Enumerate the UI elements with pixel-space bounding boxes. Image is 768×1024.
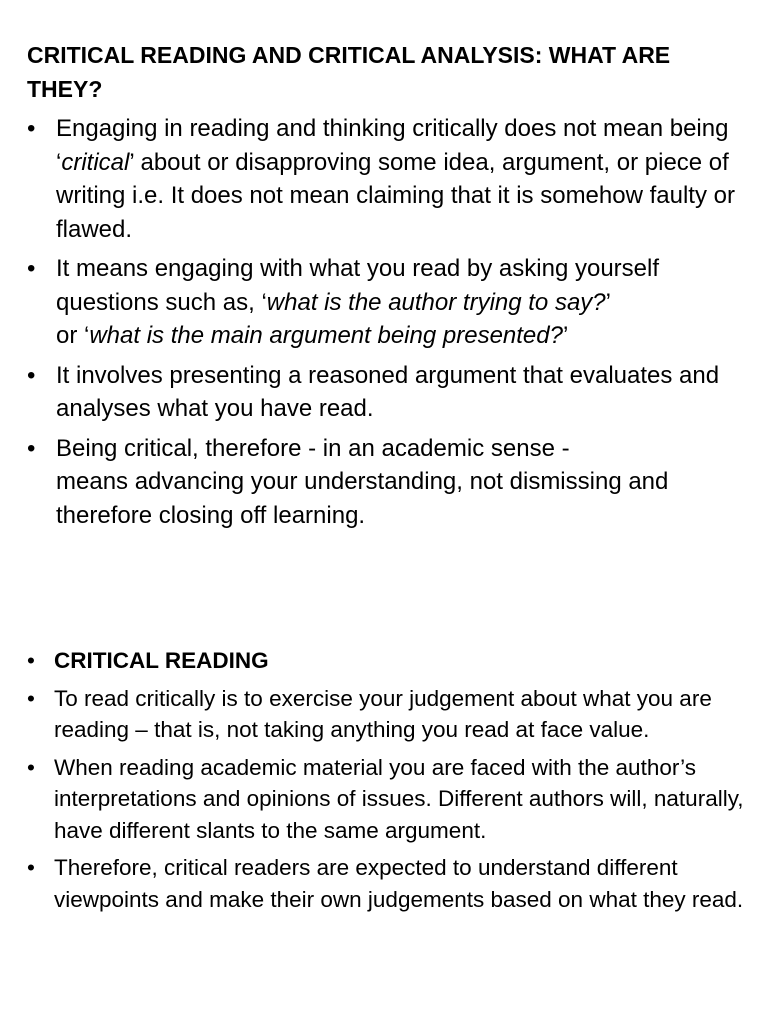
emphasis-text: what is the main argument being presented? [89, 322, 563, 349]
list-item [27, 252, 747, 353]
bullet-list-critical-analysis [27, 112, 747, 538]
list-item [27, 432, 747, 533]
list-item-text: Therefore, critical readers are expected to understand different viewpoints and make their own judgements based on what they read. [54, 855, 744, 912]
bullet-icon: • [27, 855, 35, 880]
subsection-heading: CRITICAL READING [54, 648, 269, 673]
bullet-icon: • [27, 115, 36, 142]
list-item [27, 683, 747, 746]
list-item [27, 645, 747, 677]
bullet-list-critical-reading [27, 645, 747, 921]
bullet-icon: • [27, 255, 36, 282]
bullet-icon: • [27, 648, 35, 673]
section-heading: CRITICAL READING AND CRITICAL ANALYSIS: WHAT ARE THEY? [27, 42, 671, 102]
bullet-icon: • [27, 434, 36, 462]
list-item-text: When reading academic material you are faced with the author’s interpretations and opinions of issues. Different authors will, naturally, have different slants to the same argument. [54, 754, 744, 843]
list-item-text: It means engaging with what you read by asking yourself questions such as, ‘what is the author trying to say?’ or ‘what is the main argument being presented?’ [56, 255, 660, 349]
list-item-text: It involves presenting a reasoned argument that evaluates and analyses what you have read. [56, 361, 720, 422]
list-item [27, 752, 747, 847]
list-item [27, 359, 747, 426]
emphasis-text: critical [61, 148, 130, 176]
list-item [27, 112, 747, 246]
emphasis-text: what is the author trying to say? [266, 288, 606, 316]
list-item-text: To read critically is to exercise your judgement about what you are reading – that is, not taking anything you read at face value. [54, 685, 712, 742]
list-item-text: Engaging in reading and thinking critically does not mean being ‘critical’ about or disapproving some idea, argument, or piece of writing i.e. It does not mean claiming that it is somehow faulty or flawed. [56, 115, 735, 243]
list-item-text: Being critical, therefore - in an academic sense - means advancing your understanding, not dismissing and therefore closing off learning. [56, 434, 669, 529]
bullet-icon: • [27, 361, 36, 389]
bullet-icon: • [27, 754, 35, 780]
bullet-icon: • [27, 685, 35, 711]
list-item [27, 852, 747, 915]
